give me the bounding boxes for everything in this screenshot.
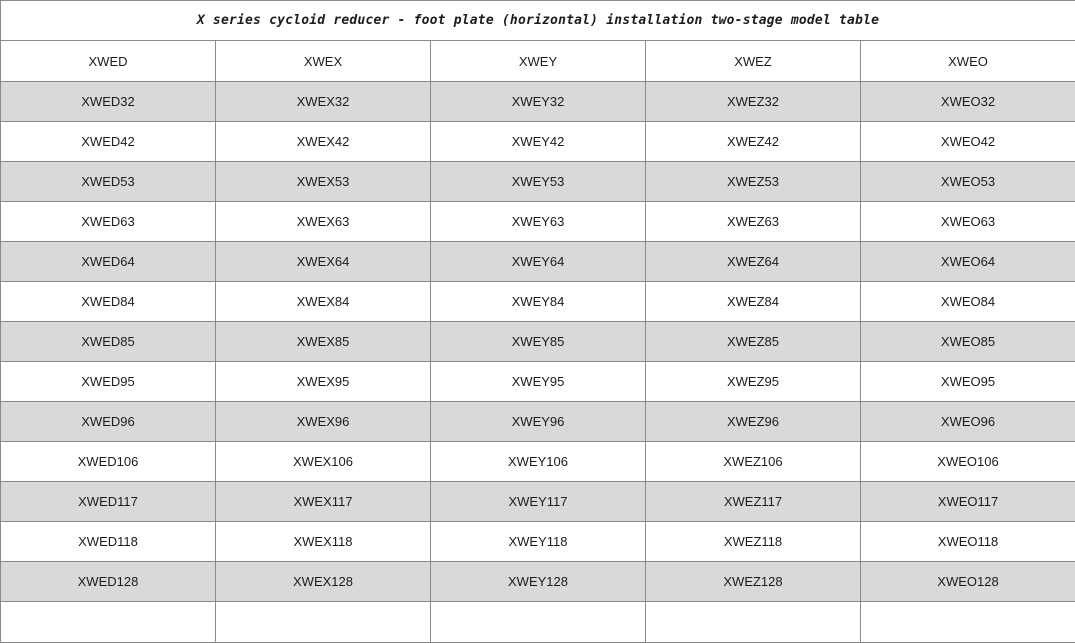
table-cell: XWEO64 xyxy=(861,242,1075,282)
table-cell: XWED85 xyxy=(1,322,216,362)
table-title: X series cycloid reducer - foot plate (horizontal) installation two-stage model table xyxy=(1,1,1075,41)
table-cell: XWEX96 xyxy=(216,402,431,442)
column-header-2: XWEX xyxy=(216,41,431,82)
table-cell: XWEO53 xyxy=(861,162,1075,202)
table-cell: XWEX118 xyxy=(216,522,431,562)
table-cell: XWEO42 xyxy=(861,122,1075,162)
table-cell: XWEO106 xyxy=(861,442,1075,482)
table-cell: XWEZ96 xyxy=(646,402,861,442)
table-cell: XWEY118 xyxy=(431,522,646,562)
table-cell: XWEO95 xyxy=(861,362,1075,402)
table-cell: XWEO96 xyxy=(861,402,1075,442)
table-cell: XWEO128 xyxy=(861,562,1075,602)
table-cell: XWEX32 xyxy=(216,82,431,122)
table-cell xyxy=(1,602,216,643)
table-cell: XWEO32 xyxy=(861,82,1075,122)
table-cell: XWEY84 xyxy=(431,282,646,322)
table-cell: XWEY117 xyxy=(431,482,646,522)
table-cell: XWED64 xyxy=(1,242,216,282)
table-cell: XWEZ32 xyxy=(646,82,861,122)
title-row xyxy=(1,1,1075,41)
table-row xyxy=(1,282,1075,322)
table-cell: XWED128 xyxy=(1,562,216,602)
table-cell: XWEY64 xyxy=(431,242,646,282)
table-cell: XWED117 xyxy=(1,482,216,522)
table-cell: XWEZ118 xyxy=(646,522,861,562)
table-cell: XWEZ95 xyxy=(646,362,861,402)
column-header-1: XWED xyxy=(1,41,216,82)
table-cell: XWEZ117 xyxy=(646,482,861,522)
table-row xyxy=(1,402,1075,442)
table-cell: XWEY42 xyxy=(431,122,646,162)
table-cell: XWEX95 xyxy=(216,362,431,402)
table-row xyxy=(1,202,1075,242)
table-cell: XWEO118 xyxy=(861,522,1075,562)
table-cell: XWEY96 xyxy=(431,402,646,442)
table-cell: XWED95 xyxy=(1,362,216,402)
table-cell: XWEY85 xyxy=(431,322,646,362)
table-cell: XWEZ84 xyxy=(646,282,861,322)
table-cell: XWEY106 xyxy=(431,442,646,482)
table-cell: XWEX85 xyxy=(216,322,431,362)
table-row xyxy=(1,602,1075,643)
table-row xyxy=(1,562,1075,602)
table-cell: XWEY53 xyxy=(431,162,646,202)
table-cell: XWEX128 xyxy=(216,562,431,602)
table-cell: XWED106 xyxy=(1,442,216,482)
table-cell: XWEZ106 xyxy=(646,442,861,482)
table-cell: XWEX53 xyxy=(216,162,431,202)
table-cell: XWEY32 xyxy=(431,82,646,122)
table-cell: XWEX42 xyxy=(216,122,431,162)
table-cell: XWEX106 xyxy=(216,442,431,482)
table-row xyxy=(1,482,1075,522)
table-row xyxy=(1,322,1075,362)
table-cell xyxy=(861,602,1075,643)
table-cell: XWEZ63 xyxy=(646,202,861,242)
table-cell: XWEY95 xyxy=(431,362,646,402)
table-cell xyxy=(646,602,861,643)
column-header-3: XWEY xyxy=(431,41,646,82)
table-cell xyxy=(216,602,431,643)
table-cell: XWEZ85 xyxy=(646,322,861,362)
table-row xyxy=(1,362,1075,402)
table-cell: XWEX63 xyxy=(216,202,431,242)
table-cell: XWEO63 xyxy=(861,202,1075,242)
table-cell xyxy=(431,602,646,643)
table-row xyxy=(1,442,1075,482)
table-body xyxy=(1,1,1075,643)
table-cell: XWEX64 xyxy=(216,242,431,282)
table-cell: XWEZ53 xyxy=(646,162,861,202)
table-cell: XWED42 xyxy=(1,122,216,162)
table-cell: XWEX84 xyxy=(216,282,431,322)
table-cell: XWED53 xyxy=(1,162,216,202)
table-row xyxy=(1,162,1075,202)
table-cell: XWEO85 xyxy=(861,322,1075,362)
table-cell: XWED63 xyxy=(1,202,216,242)
column-header-5: XWEO xyxy=(861,41,1075,82)
table-cell: XWEX117 xyxy=(216,482,431,522)
table-cell: XWED32 xyxy=(1,82,216,122)
table-cell: XWEZ128 xyxy=(646,562,861,602)
table-row xyxy=(1,522,1075,562)
table-header-row xyxy=(1,41,1075,82)
table-cell: XWED118 xyxy=(1,522,216,562)
table-row xyxy=(1,82,1075,122)
table-cell: XWEZ64 xyxy=(646,242,861,282)
table-cell: XWEY63 xyxy=(431,202,646,242)
table-cell: XWED84 xyxy=(1,282,216,322)
table-cell: XWEO84 xyxy=(861,282,1075,322)
table-cell: XWEO117 xyxy=(861,482,1075,522)
table-cell: XWED96 xyxy=(1,402,216,442)
table-row xyxy=(1,242,1075,282)
column-header-4: XWEZ xyxy=(646,41,861,82)
table-cell: XWEY128 xyxy=(431,562,646,602)
table-cell: XWEZ42 xyxy=(646,122,861,162)
table-row xyxy=(1,122,1075,162)
